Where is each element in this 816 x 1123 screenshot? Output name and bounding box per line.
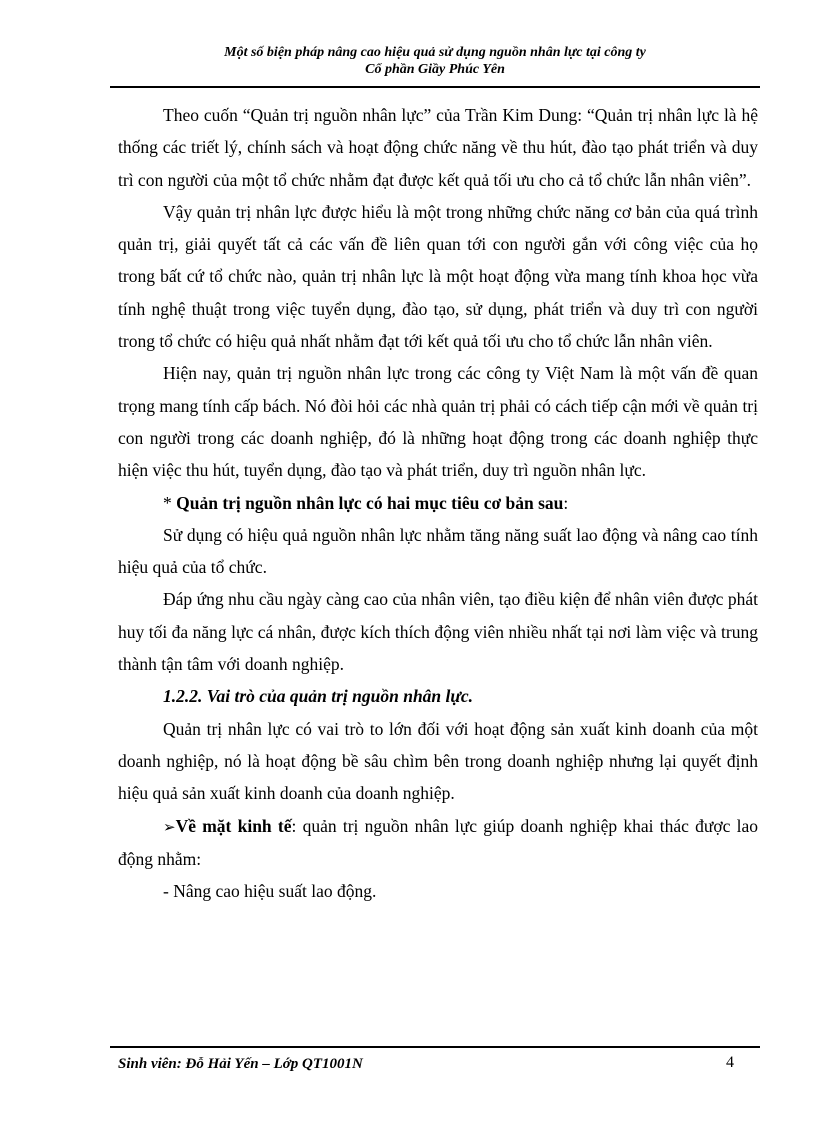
page-header: [110, 44, 760, 78]
list-item-productivity: - Nâng cao hiệu suất lao động.: [163, 881, 377, 902]
footer-student: Sinh viên: Đỗ Hải Yến – Lớp QT1001N: [118, 1056, 363, 1072]
footer-divider: [110, 1046, 760, 1048]
economic-text: : quản trị nguồn nhân lực giúp doanh nghiệp khai thác được lao động nhằm:: [118, 815, 759, 869]
paragraph-understanding: Vậy quản trị nhân lực được hiểu là một trong những chức năng cơ bản của quá trình quản trị, giải quyết tất cả các vấn đề liên quan tới con người gắn với công việc của họ trong bất cứ tổ chức nào, quản trị nhân lực là một hoạt động vừa mang tính khoa học vừa tính nghệ thuật trong việc tuyển dụng, đào tạo, sử dụng, phát triển và duy trì con người trong tổ chức có hiệu quả nhất nhằm đạt tới kết quả tối ưu cho tổ chức lẫn nhân viên.: [118, 201, 758, 352]
header-divider: [110, 86, 760, 88]
bullet-star: *: [163, 492, 177, 513]
section-heading: 1.2.2. Vai trò của quản trị nguồn nhân lực.: [163, 686, 474, 707]
objectives-label: Quản trị nguồn nhân lực có hai mục tiêu cơ bản sau: [176, 492, 564, 513]
paragraph-role: Quản trị nhân lực có vai trò to lớn đối với hoạt động sản xuất kinh doanh của một doanh nghiệp, nó là hoạt động bề sâu chìm bên trong doanh nghiệp nhưng lại quyết định hiệu quả sản xuất kinh doanh của doanh nghiệp.: [118, 718, 758, 804]
paragraph-objective-1: Sử dụng có hiệu quả nguồn nhân lực nhằm tăng năng suất lao động và nâng cao tính hiệu quả của tổ chức.: [118, 524, 758, 578]
paragraph-current-state: Hiện nay, quản trị nguồn nhân lực trong các công ty Việt Nam là một vấn đề quan trọng mang tính cấp bách. Nó đòi hỏi các nhà quản trị phải có cách tiếp cận mới về quản trị con người trong các doanh nghiệp, đó là những hoạt động trong các doanh nghiệp thực hiện việc thu hút, tuyển dụng, đào tạo và phát triển, duy trì nguồn nhân lực.: [118, 363, 758, 481]
header-title-line2: Cổ phần Giầy Phúc Yên: [365, 62, 505, 77]
economic-label: Về mặt kinh tế: [175, 815, 292, 836]
objectives-colon: :: [563, 492, 569, 513]
arrow-bullet-icon: ➢: [163, 817, 176, 836]
page-number: 4: [726, 1054, 734, 1071]
paragraph-objective-2: Đáp ứng nhu cầu ngày càng cao của nhân viên, tạo điều kiện để nhân viên được phát huy tối đa năng lực cá nhân, được kích thích động viên nhiều nhất tại nơi làm việc và trung thành tận tâm với doanh nghiệp.: [118, 589, 758, 675]
paragraph-objectives-heading: [118, 487, 758, 519]
paragraph-economic: [118, 810, 758, 876]
paragraph-definition: Theo cuốn “Quản trị nguồn nhân lực” của Trần Kim Dung: “Quản trị nhân lực là hệ thống các triết lý, chính sách và hoạt động chức năng về thu hút, đào tạo phát triển và duy trì con người của một tổ chức nhằm đạt được kết quả tối ưu cho cả tổ chức lẫn nhân viên”.: [118, 105, 758, 190]
document-body: [118, 99, 758, 907]
header-title-line1: Một số biện pháp nâng cao hiệu quả sử dụng nguồn nhân lực tại công ty: [224, 45, 646, 60]
